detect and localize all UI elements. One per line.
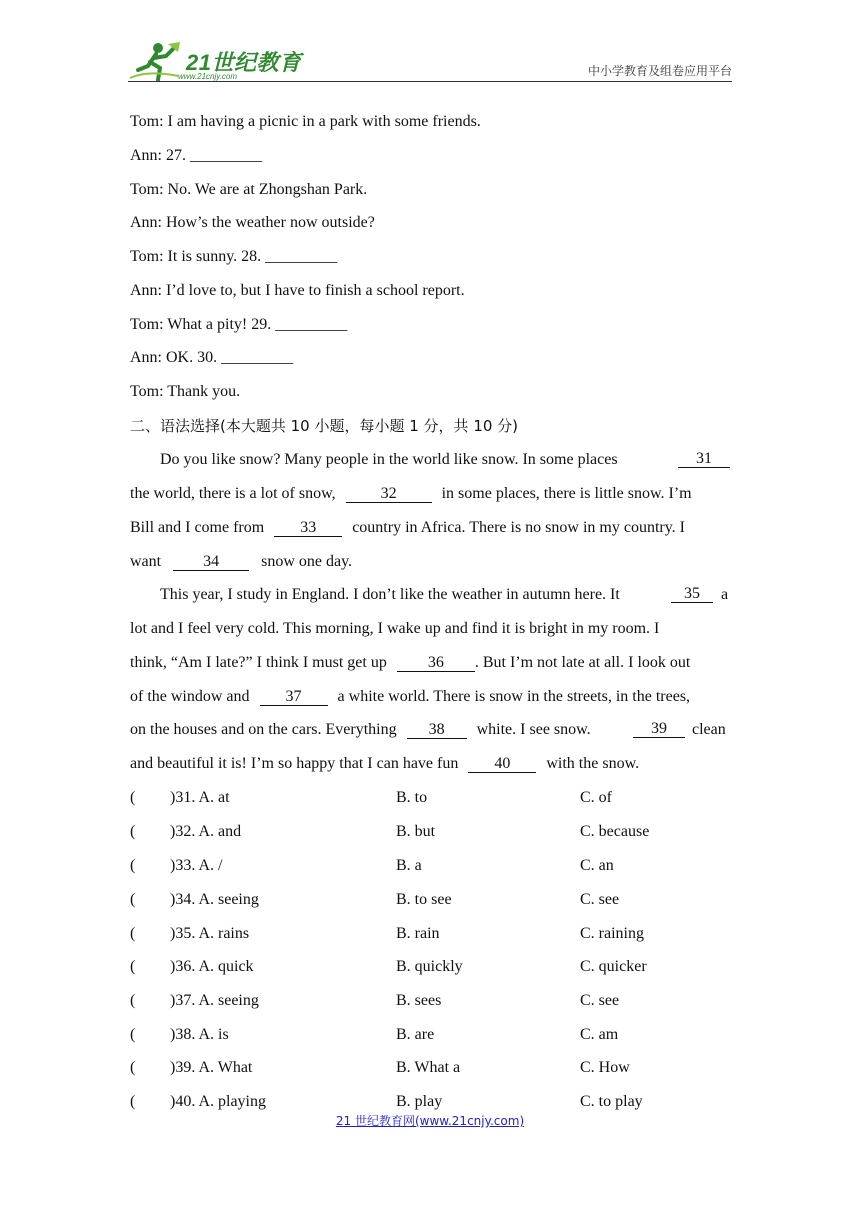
option-b[interactable]: B. play — [396, 1093, 443, 1110]
passage-paragraph-2: This year, I study in England. I don’t like the weather in autumn here. It 35 a lot and I feel very cold. This morning, I wake up and find it is bright in my room. I think, “Am I late?” I think I must get up 36 . But I’m not late at all. I look out of the window and 37 a white world. There is snow in the streets, in the trees, on the houses and on the cars. Everything 38 white. I see snow. 39 clean and beautiful it is! I’m so happy that I can have fun 40 with the snow. — [130, 585, 729, 772]
dialogue-line: Tom: No. We are at Zhongshan Park. — [130, 181, 368, 198]
blank-35[interactable]: 35 — [671, 585, 713, 603]
blank-34[interactable]: 34 — [173, 553, 249, 571]
option-b[interactable]: B. to see — [396, 891, 452, 908]
page-header — [128, 40, 732, 82]
passage-line: Do you like snow? Many people in the world like snow. In some places — [160, 451, 618, 468]
blank-38[interactable]: 38 — [407, 721, 467, 739]
blank-39[interactable]: 39 — [633, 720, 685, 738]
option-row: ( )36. A. quick B. quickly C. quicker — [130, 958, 647, 975]
passage-line: lot and I feel very cold. This morning, I wake up and find it is bright in my room. I — [130, 620, 660, 637]
option-c[interactable]: C. see — [580, 891, 620, 908]
passage-line: on the houses and on the cars. Everything 38 white. I see snow. — [130, 721, 591, 738]
option-b[interactable]: B. quickly — [396, 958, 463, 975]
option-a[interactable]: )31. A. at — [170, 789, 230, 806]
option-b[interactable]: B. are — [396, 1026, 435, 1043]
option-c[interactable]: C. an — [580, 857, 614, 874]
dialogue-line: Tom: What a pity! 29. _________ — [130, 316, 348, 333]
option-row: ( )32. A. and B. but C. because — [130, 823, 650, 840]
section-title: 二、语法选择(本大题共 10 小题，每小题 1 分，共 10 分) — [130, 417, 519, 435]
blank-40[interactable]: 40 — [468, 755, 536, 773]
blank-37[interactable]: 37 — [260, 688, 328, 706]
option-a[interactable]: )35. A. rains — [170, 925, 250, 942]
blank-36[interactable]: 36 — [397, 654, 475, 672]
option-row: ( )37. A. seeing B. sees C. see — [130, 992, 620, 1009]
passage-line: think, “Am I late?” I think I must get up 36 . But I’m not late at all. I look out — [130, 654, 691, 671]
option-c[interactable]: C. because — [580, 823, 650, 840]
option-c[interactable]: C. How — [580, 1059, 630, 1076]
passage-line: and beautiful it is! I’m so happy that I can have fun 40 with the snow. — [130, 755, 640, 772]
option-c[interactable]: C. raining — [580, 925, 644, 942]
option-row: ( )39. A. What B. What a C. How — [130, 1059, 630, 1076]
blank-32[interactable]: 32 — [346, 485, 432, 503]
option-b[interactable]: B. but — [396, 823, 436, 840]
blank-31[interactable]: 31 — [678, 450, 730, 468]
option-a[interactable]: )33. A. / — [170, 857, 223, 874]
footer-link[interactable]: 21 世纪教育网(www.21cnjy.com) — [335, 1114, 525, 1128]
option-row: ( )35. A. rains B. rain C. raining — [130, 925, 644, 942]
option-row: ( )38. A. is B. are C. am — [130, 1026, 619, 1043]
option-b[interactable]: B. What a — [396, 1059, 461, 1076]
passage-line: Bill and I come from 33 country in Africa. There is no snow in my country. I — [130, 519, 686, 536]
dialogue-line: Ann: I’d love to, but I have to finish a school report. — [130, 282, 465, 299]
option-c[interactable]: C. see — [580, 992, 620, 1009]
option-a[interactable]: )32. A. and — [170, 823, 242, 840]
passage-line: This year, I study in England. I don’t like the weather in autumn here. It — [160, 586, 620, 603]
option-c[interactable]: C. to play — [580, 1093, 643, 1110]
option-a[interactable]: )38. A. is — [170, 1026, 229, 1043]
dialogue-line: Ann: OK. 30. _________ — [130, 349, 294, 366]
logo-url: www.21cnjy.com — [178, 72, 237, 81]
option-a[interactable]: )39. A. What — [170, 1059, 253, 1076]
option-c[interactable]: C. am — [580, 1026, 619, 1043]
option-row: ( )31. A. at B. to C. of — [130, 789, 612, 806]
option-row: ( )33. A. / B. a C. an — [130, 857, 614, 874]
dialogue-line: Ann: How’s the weather now outside? — [130, 214, 375, 231]
platform-name: 中小学教育及组卷应用平台 — [587, 64, 732, 78]
option-b[interactable]: B. a — [396, 857, 422, 874]
logo-text: 21世纪教育 — [186, 50, 302, 75]
option-a[interactable]: )34. A. seeing — [170, 891, 259, 908]
option-c[interactable]: C. of — [580, 789, 612, 806]
dialogue-line: Ann: 27. _________ — [130, 147, 262, 164]
passage-line: the world, there is a lot of snow, 32 in some places, there is little snow. I’m — [130, 485, 692, 502]
passage-line: want 34 snow one day. — [130, 553, 353, 570]
option-row: ( )40. A. playing B. play C. to play — [130, 1093, 643, 1110]
option-a[interactable]: )37. A. seeing — [170, 992, 259, 1009]
passage-line: of the window and 37 a white world. There is snow in the streets, in the trees, — [130, 688, 691, 705]
option-b[interactable]: B. sees — [396, 992, 442, 1009]
option-c[interactable]: C. quicker — [580, 958, 647, 975]
dialogue-line: Tom: Thank you. — [130, 383, 241, 400]
option-row: ( )34. A. seeing B. to see C. see — [130, 891, 620, 908]
dialogue-line: Tom: I am having a picnic in a park with some friends. — [130, 113, 481, 130]
option-a[interactable]: )40. A. playing — [170, 1093, 266, 1110]
runner-icon — [128, 40, 184, 82]
header-divider — [128, 81, 732, 82]
blank-33[interactable]: 33 — [274, 519, 342, 537]
dialogue-line: Tom: It is sunny. 28. _________ — [130, 248, 338, 265]
logo — [128, 40, 348, 82]
option-b[interactable]: B. to — [396, 789, 428, 806]
passage-paragraph-1 — [130, 450, 730, 580]
option-a[interactable]: )36. A. quick — [170, 958, 254, 975]
option-b[interactable]: B. rain — [396, 925, 440, 942]
